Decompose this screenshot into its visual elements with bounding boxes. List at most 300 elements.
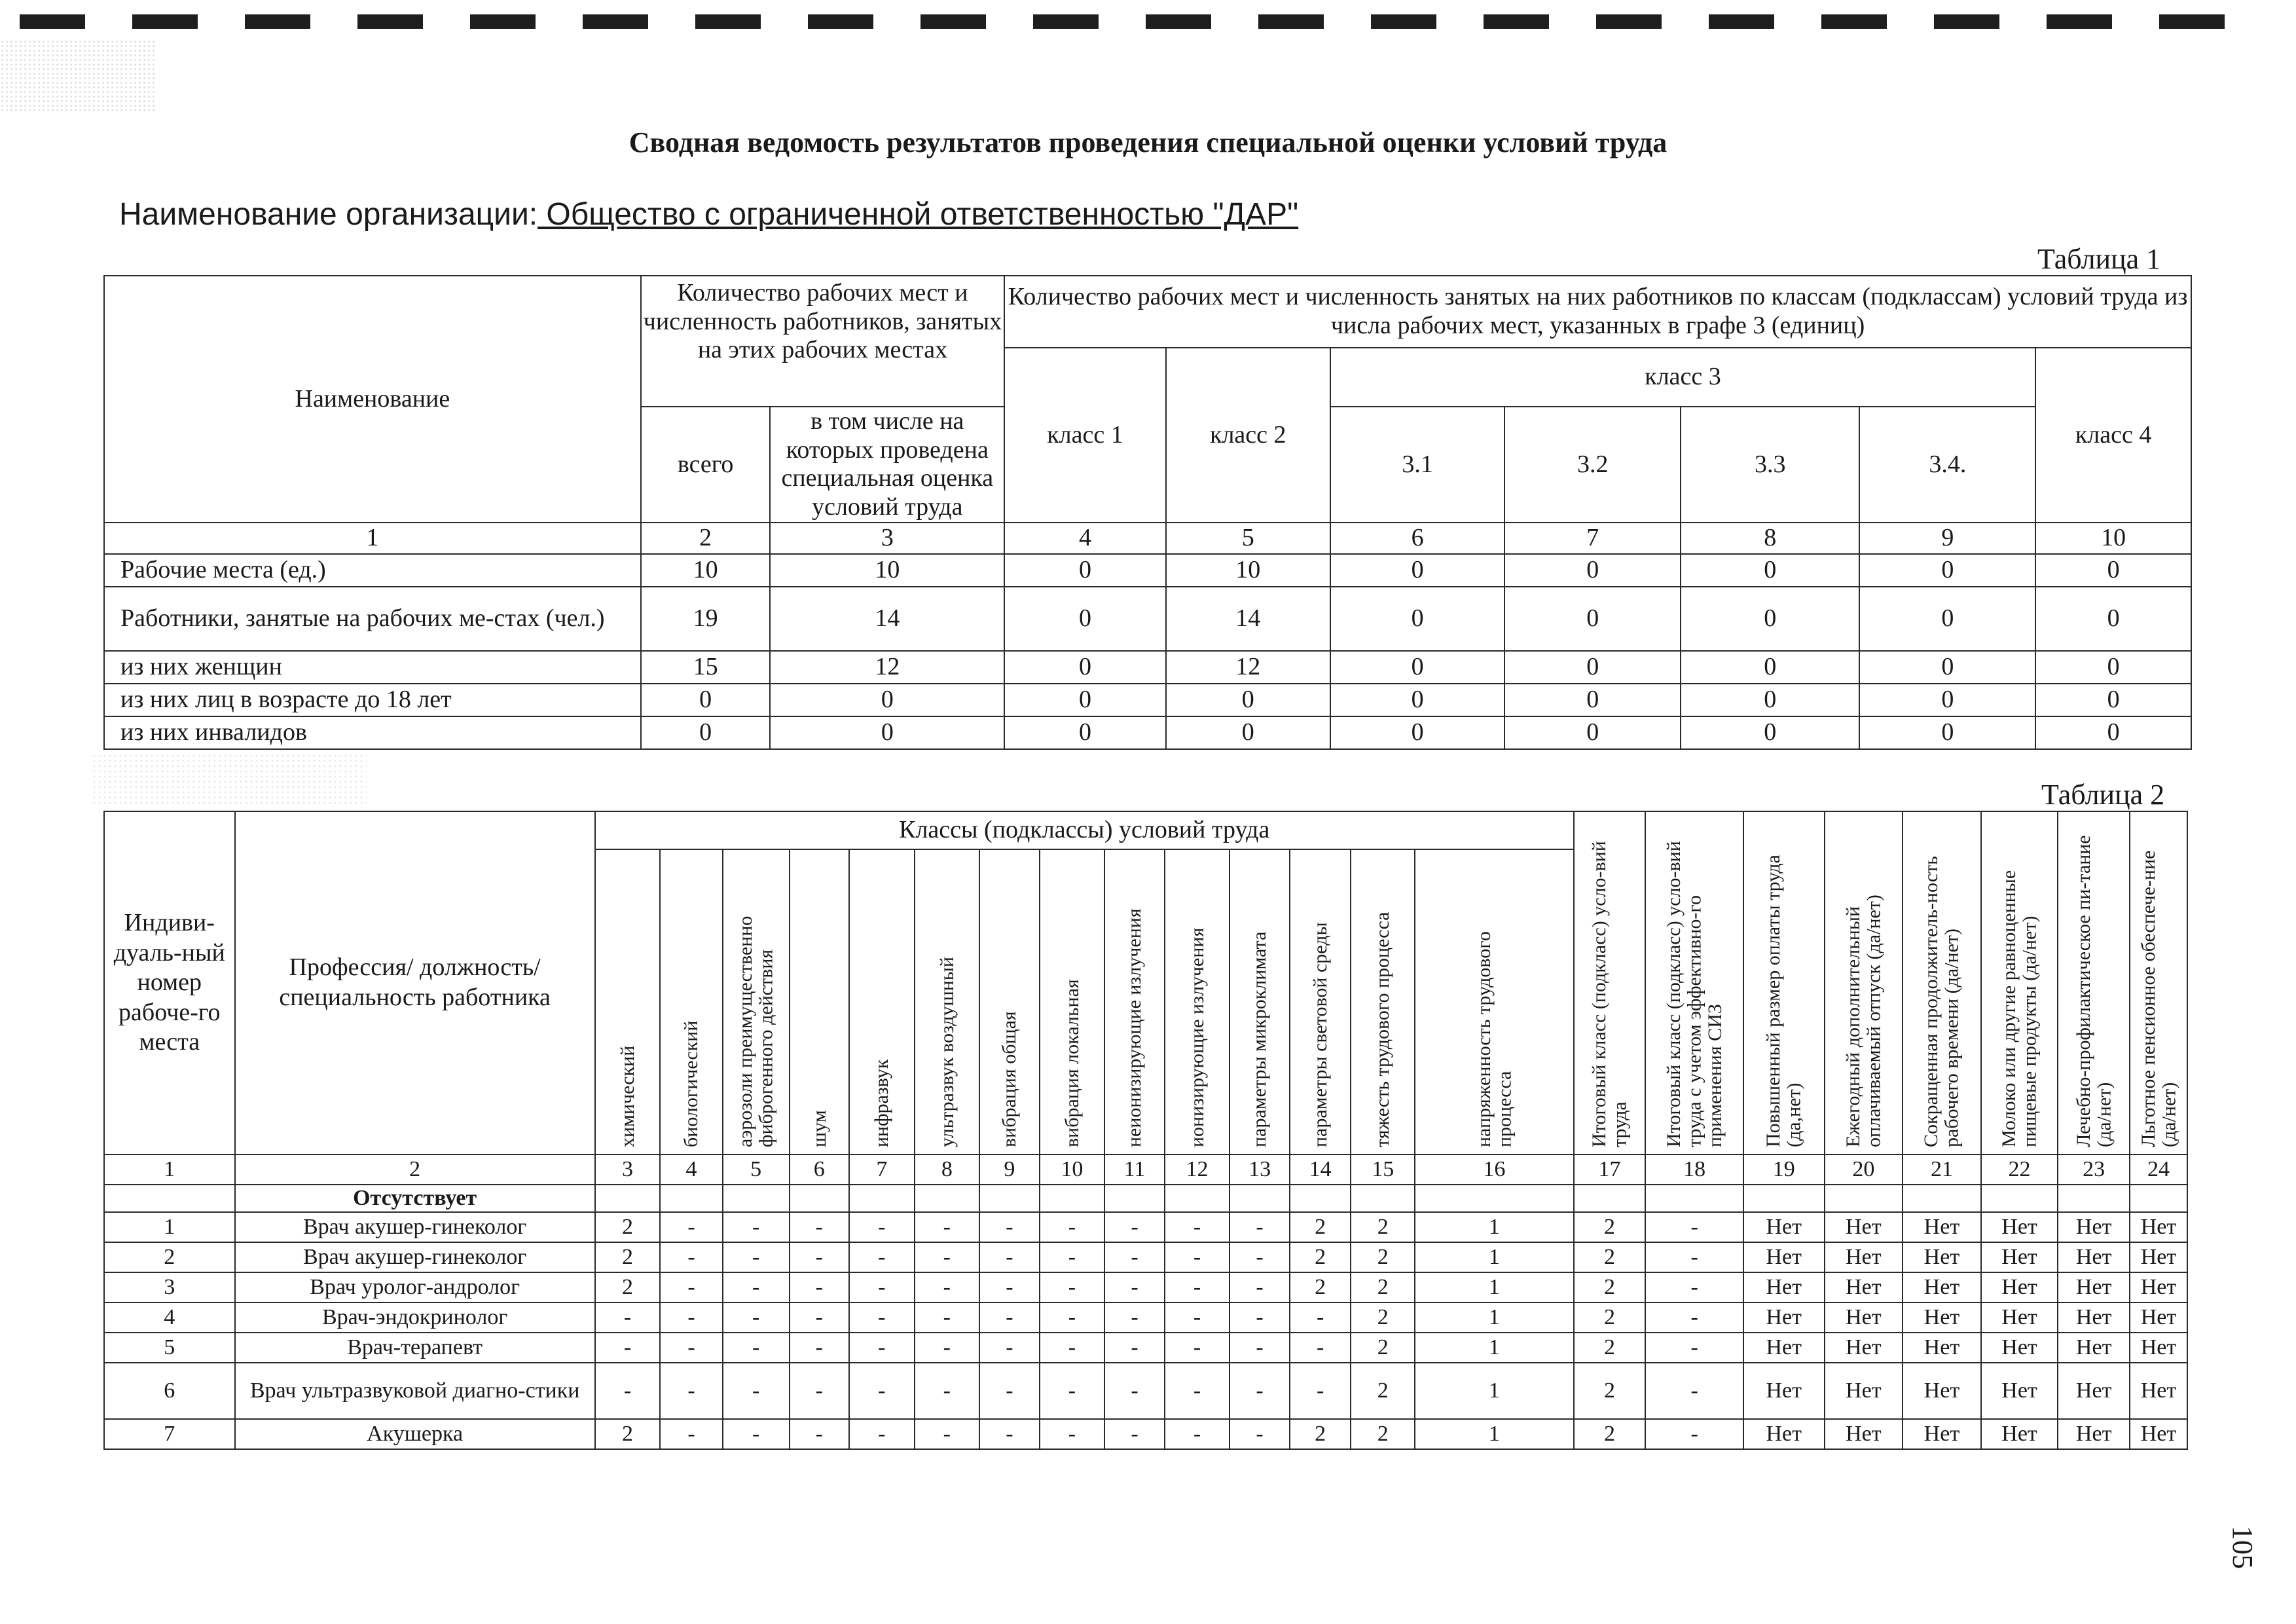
cell-value: - [660, 1242, 723, 1272]
cell-value: 2 [595, 1419, 661, 1449]
scan-dash [132, 14, 198, 29]
cell-value: 2 [1351, 1419, 1415, 1449]
cell-value: - [1230, 1272, 1290, 1302]
column-number: 3 [595, 1154, 661, 1185]
cell-value: Нет [1903, 1272, 1981, 1302]
cell-value: Нет [1743, 1212, 1825, 1242]
header-extra: Льготное пенсионное обеспече-ние (да/нет) [2130, 811, 2187, 1154]
cell-value: - [849, 1419, 915, 1449]
cell-value: Нет [1903, 1419, 1981, 1449]
row-name: из них лиц в возрасте до 18 лет [104, 684, 641, 716]
cell-value: 1 [1415, 1212, 1574, 1242]
column-number: 16 [1415, 1154, 1574, 1185]
cell-value: 1 [1415, 1272, 1574, 1302]
cell-value: - [1230, 1242, 1290, 1272]
cell-value: - [1230, 1212, 1290, 1242]
cell-value: 0 [2035, 716, 2191, 749]
empty-cell [1165, 1185, 1230, 1212]
column-number: 14 [1290, 1154, 1351, 1185]
cell-value: 0 [1330, 651, 1505, 684]
scan-dash [2047, 14, 2112, 29]
table1-column-numbers [104, 523, 2191, 554]
header-classes: Количество рабочих мест и численность занятых на них работников по классам (подклассам) условий труда из числа рабочих мест, указанных в графе 3 (единиц) [1004, 276, 2191, 348]
cell-value: - [790, 1272, 850, 1302]
cell-value: 2 [1574, 1419, 1646, 1449]
cell-value: - [1645, 1333, 1743, 1363]
cell-value: Нет [1981, 1363, 2058, 1419]
cell-value: Нет [1903, 1302, 1981, 1333]
cell-value: Нет [2058, 1212, 2130, 1242]
cell-value: Нет [1743, 1419, 1825, 1449]
cell-value: - [1230, 1419, 1290, 1449]
header-factor: шум [790, 849, 850, 1154]
cell-value: Нет [1903, 1212, 1981, 1242]
empty-cell [660, 1185, 723, 1212]
cell-value: - [595, 1302, 661, 1333]
cell-value: - [723, 1419, 790, 1449]
cell-value: 0 [1004, 651, 1166, 684]
table2 [103, 811, 2188, 1450]
cell-value: - [979, 1363, 1040, 1419]
cell-value: 0 [1330, 587, 1505, 651]
cell-value: - [1645, 1242, 1743, 1272]
cell-value: - [723, 1302, 790, 1333]
cell-value: Нет [2058, 1363, 2130, 1419]
cell-value: 0 [641, 684, 771, 716]
cell-value: 2 [1351, 1363, 1415, 1419]
cell-value: 2 [1574, 1212, 1646, 1242]
column-number: 21 [1903, 1154, 1981, 1185]
cell-value: 0 [2035, 651, 2191, 684]
header-factor: ионизирующие излучения [1165, 849, 1230, 1154]
column-number: 23 [2058, 1154, 2130, 1185]
table-row [104, 1212, 2187, 1242]
cell-value: 2 [1574, 1302, 1646, 1333]
column-number: 2 [235, 1154, 595, 1185]
cell-value: - [915, 1302, 980, 1333]
cell-value: - [1104, 1212, 1165, 1242]
cell-value: - [1290, 1302, 1351, 1333]
cell-value: 2 [1290, 1212, 1351, 1242]
empty-cell [1645, 1185, 1743, 1212]
header-factor: параметры световой среды [1290, 849, 1351, 1154]
scan-dash [357, 14, 423, 29]
scan-dash [1821, 14, 1887, 29]
empty-cell [1981, 1185, 2058, 1212]
cell-value: 0 [1859, 716, 2035, 749]
column-number: 7 [1504, 523, 1681, 554]
section-label: Отсутствует [235, 1185, 595, 1212]
cell-value: - [979, 1212, 1040, 1242]
cell-value: 0 [1681, 554, 1859, 587]
cell-value: - [915, 1242, 980, 1272]
cell-value: Нет [1825, 1212, 1903, 1242]
header-extra: Повышенный размер оплаты труда (да,нет) [1743, 811, 1825, 1154]
cell-value: 10 [1166, 554, 1330, 587]
cell-value: 1 [1415, 1363, 1574, 1419]
cell-value: Нет [1981, 1302, 2058, 1333]
cell-value: 1 [1415, 1302, 1574, 1333]
empty-cell [1230, 1185, 1290, 1212]
table-row [104, 1333, 2187, 1363]
cell-value: Нет [1981, 1419, 2058, 1449]
column-number: 6 [1330, 523, 1505, 554]
header-factor: параметры микроклимата [1230, 849, 1290, 1154]
cell-value: 0 [1681, 716, 1859, 749]
cell-value: 0 [1859, 651, 2035, 684]
cell-value: - [1645, 1272, 1743, 1302]
empty-cell [1743, 1185, 1825, 1212]
cell-value: 14 [1166, 587, 1330, 651]
table-row [104, 716, 2191, 749]
cell-value: 0 [770, 716, 1004, 749]
cell-value: Нет [1981, 1242, 2058, 1272]
table1-body [104, 554, 2191, 749]
cell-value: 0 [641, 716, 771, 749]
cell-value: - [849, 1242, 915, 1272]
cell-value: 0 [2035, 587, 2191, 651]
cell-value: 2 [595, 1242, 661, 1272]
column-number: 1 [104, 523, 641, 554]
cell-value: 0 [1504, 651, 1681, 684]
cell-value: - [979, 1242, 1040, 1272]
cell-value: - [1165, 1363, 1230, 1419]
column-number: 9 [979, 1154, 1040, 1185]
header-factor: аэрозоли преимущественно фиброгенного действия [723, 849, 790, 1154]
header-class-3-2: 3.2 [1504, 407, 1681, 523]
table-row [104, 554, 2191, 587]
table-row [104, 684, 2191, 716]
cell-value: 0 [1330, 716, 1505, 749]
cell-value: - [1104, 1272, 1165, 1302]
cell-value: - [1645, 1302, 1743, 1333]
column-number: 2 [641, 523, 771, 554]
table1 [103, 275, 2192, 750]
cell-value: 0 [1859, 684, 2035, 716]
profession: Акушерка [235, 1419, 595, 1449]
scan-dash [1709, 14, 1774, 29]
cell-value: Нет [1825, 1419, 1903, 1449]
cell-value: - [660, 1419, 723, 1449]
column-number-row [104, 523, 2191, 554]
cell-value: - [723, 1363, 790, 1419]
empty-cell [2058, 1185, 2130, 1212]
table2-body [104, 1185, 2187, 1449]
empty-cell [1040, 1185, 1105, 1212]
cell-value: 0 [1504, 684, 1681, 716]
cell-value: Нет [2130, 1212, 2187, 1242]
profession: Врач уролог-андролог [235, 1272, 595, 1302]
cell-value: Нет [1981, 1333, 2058, 1363]
header-factor: тяжесть трудового процесса [1351, 849, 1415, 1154]
workplace-id: 5 [104, 1333, 235, 1363]
cell-value: Нет [2130, 1242, 2187, 1272]
cell-value: 2 [1290, 1419, 1351, 1449]
cell-value: 0 [1330, 684, 1505, 716]
column-number: 20 [1825, 1154, 1903, 1185]
cell-value: Нет [2058, 1242, 2130, 1272]
profession: Врач ультразвуковой диагно-стики [235, 1363, 595, 1419]
cell-value: - [915, 1419, 980, 1449]
cell-value: - [595, 1363, 661, 1419]
cell-value: 0 [2035, 554, 2191, 587]
cell-value: 12 [770, 651, 1004, 684]
column-number: 18 [1645, 1154, 1743, 1185]
header-classes: Классы (подклассы) условий труда [595, 811, 1574, 849]
table1-label: Таблица 1 [2037, 243, 2161, 275]
cell-value: - [1230, 1363, 1290, 1419]
page-title: Сводная ведомость результатов проведения специальной оценки условий труда [629, 126, 1667, 158]
column-number: 17 [1574, 1154, 1646, 1185]
cell-value: 0 [1330, 554, 1505, 587]
cell-value: - [1230, 1302, 1290, 1333]
header-count: Количество рабочих мест и численность работников, занятых на этих рабочих местах [641, 276, 1004, 407]
table2-label: Таблица 2 [2041, 779, 2165, 811]
cell-value: Нет [1981, 1272, 2058, 1302]
scan-dash [245, 14, 310, 29]
header-factor: ультразвук воздушный [915, 849, 980, 1154]
cell-value: 0 [1166, 716, 1330, 749]
cell-value: - [979, 1419, 1040, 1449]
cell-value: - [1040, 1302, 1105, 1333]
empty-cell [595, 1185, 661, 1212]
cell-value: - [1645, 1212, 1743, 1242]
cell-value: 2 [1574, 1363, 1646, 1419]
cell-value: Нет [2058, 1272, 2130, 1302]
empty-cell [1415, 1185, 1574, 1212]
scan-dash [583, 14, 648, 29]
cell-value: - [660, 1363, 723, 1419]
scan-dash [920, 14, 986, 29]
cell-value: 0 [1859, 554, 2035, 587]
cell-value: 0 [770, 684, 1004, 716]
cell-value: - [1040, 1242, 1105, 1272]
cell-value: - [660, 1272, 723, 1302]
header-factor: химический [595, 849, 661, 1154]
cell-value: 2 [1574, 1333, 1646, 1363]
cell-value: Нет [1903, 1333, 1981, 1363]
scan-border [0, 0, 2296, 39]
organization-value: Общество с ограниченной ответственностью "ДАР" [538, 197, 1299, 232]
header-factor: неионизирующие излучения [1104, 849, 1165, 1154]
column-number: 15 [1351, 1154, 1415, 1185]
empty-cell [1290, 1185, 1351, 1212]
header-extra: Молоко или другие равноценные пищевые продукты (да/нет) [1981, 811, 2058, 1154]
header-class1: класс 1 [1004, 348, 1166, 523]
cell-value: Нет [1743, 1302, 1825, 1333]
cell-value: - [1290, 1363, 1351, 1419]
empty-cell [1104, 1185, 1165, 1212]
column-number: 5 [723, 1154, 790, 1185]
scan-dash [695, 14, 761, 29]
column-number: 12 [1165, 1154, 1230, 1185]
header-total: всего [641, 407, 771, 523]
cell-value: Нет [2058, 1302, 2130, 1333]
cell-value: Нет [1981, 1212, 2058, 1242]
cell-value: - [915, 1333, 980, 1363]
cell-value: - [1104, 1363, 1165, 1419]
cell-value: Нет [2130, 1363, 2187, 1419]
profession: Врач акушер-гинеколог [235, 1242, 595, 1272]
empty-cell [849, 1185, 915, 1212]
empty-cell [1574, 1185, 1646, 1212]
column-number: 4 [660, 1154, 723, 1185]
empty-cell [1825, 1185, 1903, 1212]
cell-value: 0 [1004, 716, 1166, 749]
cell-value: - [849, 1212, 915, 1242]
cell-value: 0 [1004, 554, 1166, 587]
cell-value: 2 [1290, 1272, 1351, 1302]
cell-value: 2 [1574, 1272, 1646, 1302]
column-number: 10 [2035, 523, 2191, 554]
cell-value: 15 [641, 651, 771, 684]
scan-dash [470, 14, 536, 29]
cell-value: 0 [1004, 684, 1166, 716]
cell-value: 2 [595, 1272, 661, 1302]
workplace-id: 6 [104, 1363, 235, 1419]
cell-value: - [849, 1272, 915, 1302]
cell-value: 1 [1415, 1419, 1574, 1449]
cell-value: 0 [1504, 554, 1681, 587]
cell-value: - [849, 1333, 915, 1363]
workplace-id: 1 [104, 1212, 235, 1242]
empty-cell [1351, 1185, 1415, 1212]
profession: Врач акушер-гинеколог [235, 1212, 595, 1242]
cell-value: - [1104, 1333, 1165, 1363]
row-name: из них женщин [104, 651, 641, 684]
cell-value: 10 [641, 554, 771, 587]
cell-value: - [915, 1212, 980, 1242]
table-row [104, 651, 2191, 684]
header-extra: Лечебно-профилактическое пи-тание (да/нет) [2058, 811, 2130, 1154]
cell-value: Нет [1825, 1272, 1903, 1302]
cell-value: - [1165, 1212, 1230, 1242]
cell-value: - [660, 1212, 723, 1242]
cell-value: - [723, 1333, 790, 1363]
cell-value: 2 [1351, 1272, 1415, 1302]
page-number: 105 [2227, 1526, 2259, 1569]
header-profession: Профессия/ должность/ специальность работника [235, 811, 595, 1154]
cell-value: 0 [1166, 684, 1330, 716]
column-number: 13 [1230, 1154, 1290, 1185]
column-number: 22 [1981, 1154, 2058, 1185]
cell-value: 12 [1166, 651, 1330, 684]
header-extra: Сокращенная продолжитель-ность рабочего времени (да/нет) [1903, 811, 1981, 1154]
cell-value: - [790, 1419, 850, 1449]
scan-dash [20, 14, 85, 29]
row-name: из них инвалидов [104, 716, 641, 749]
column-number: 5 [1166, 523, 1330, 554]
cell-value: 2 [1351, 1242, 1415, 1272]
cell-value: 19 [641, 587, 771, 651]
cell-value: - [790, 1242, 850, 1272]
workplace-id: 2 [104, 1242, 235, 1272]
cell-value: - [1645, 1419, 1743, 1449]
cell-value: 10 [770, 554, 1004, 587]
cell-value: - [1040, 1212, 1105, 1242]
workplace-id: 4 [104, 1302, 235, 1333]
scan-dash [1033, 14, 1099, 29]
scan-dash [1484, 14, 1549, 29]
workplace-id: 7 [104, 1419, 235, 1449]
header-extra: Ежегодный дополнительный оплачиваемый отпуск (да/нет) [1825, 811, 1903, 1154]
cell-value: - [1040, 1419, 1105, 1449]
table-row [104, 1302, 2187, 1333]
header-class4: класс 4 [2035, 348, 2191, 523]
cell-value: Нет [1825, 1242, 1903, 1272]
column-number: 3 [770, 523, 1004, 554]
header-factor: напряженность трудового процесса [1415, 849, 1574, 1154]
organization-line [119, 196, 1298, 232]
cell-value: 2 [1351, 1302, 1415, 1333]
table-row [104, 1363, 2187, 1419]
cell-value: 2 [1290, 1242, 1351, 1272]
cell-value: 14 [770, 587, 1004, 651]
scan-noise [0, 39, 157, 111]
cell-value: 0 [1004, 587, 1166, 651]
section-empty [104, 1185, 235, 1212]
column-number: 8 [915, 1154, 980, 1185]
table-row [104, 1419, 2187, 1449]
column-number: 9 [1859, 523, 2035, 554]
header-factor: инфразвук [849, 849, 915, 1154]
header-factor: вибрация общая [979, 849, 1040, 1154]
cell-value: 2 [595, 1212, 661, 1242]
header-factor: вибрация локальная [1040, 849, 1105, 1154]
empty-cell [979, 1185, 1040, 1212]
cell-value: - [979, 1333, 1040, 1363]
header-extra: Итоговый класс (подкласс) усло-вий труда с учетом эффективно-го применения СИЗ [1645, 811, 1743, 1154]
cell-value: - [723, 1272, 790, 1302]
cell-value: - [1104, 1419, 1165, 1449]
cell-value: Нет [2058, 1419, 2130, 1449]
empty-cell [723, 1185, 790, 1212]
cell-value: 0 [1504, 587, 1681, 651]
scan-dash [1258, 14, 1324, 29]
header-extra: Итоговый класс (подкласс) усло-вий труда [1574, 811, 1646, 1154]
cell-value: - [595, 1333, 661, 1363]
table-row [104, 1272, 2187, 1302]
row-name: Рабочие места (ед.) [104, 554, 641, 587]
cell-value: Нет [1825, 1302, 1903, 1333]
cell-value: 0 [1681, 684, 1859, 716]
header-class2: класс 2 [1166, 348, 1330, 523]
cell-value: - [660, 1302, 723, 1333]
cell-value: 2 [1351, 1212, 1415, 1242]
cell-value: - [1165, 1302, 1230, 1333]
column-number: 10 [1040, 1154, 1105, 1185]
cell-value: - [915, 1272, 980, 1302]
cell-value: Нет [1743, 1272, 1825, 1302]
scan-dash [2159, 14, 2225, 29]
header-name: Наименование [104, 276, 641, 523]
column-number: 11 [1104, 1154, 1165, 1185]
row-name: Работники, занятые на рабочих ме-стах (чел.) [104, 587, 641, 651]
cell-value: 1 [1415, 1242, 1574, 1272]
cell-value: - [915, 1363, 980, 1419]
cell-value: - [979, 1272, 1040, 1302]
cell-value: 0 [2035, 684, 2191, 716]
scan-dash [1596, 14, 1662, 29]
cell-value: - [1040, 1363, 1105, 1419]
cell-value: Нет [1743, 1333, 1825, 1363]
cell-value: Нет [1743, 1242, 1825, 1272]
header-class-3-1: 3.1 [1330, 407, 1505, 523]
cell-value: - [849, 1302, 915, 1333]
cell-value: - [723, 1212, 790, 1242]
cell-value: - [1040, 1272, 1105, 1302]
cell-value: - [790, 1302, 850, 1333]
